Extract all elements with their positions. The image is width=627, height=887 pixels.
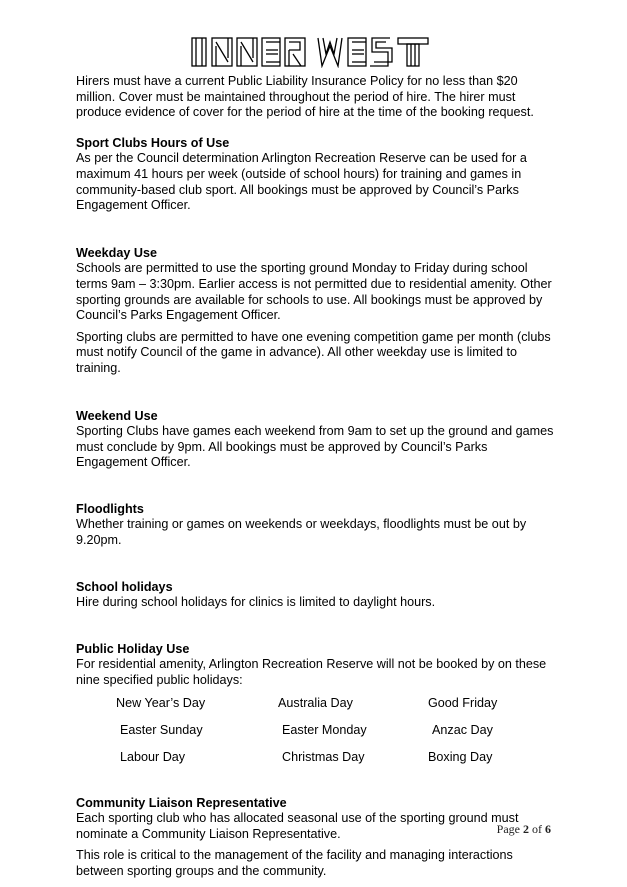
page-number-footer [497,822,551,837]
total-pages: 6 [545,822,551,836]
holiday-item: Good Friday [428,695,498,710]
holiday-item: Boxing Day [428,749,493,764]
public-holiday-use-section [76,642,556,765]
community-liaison-paragraph-2: This role is critical to the management of the facility and managing interactions between sporting groups and the community. [76,848,513,878]
logo-wordmark-icon [190,36,436,68]
floodlights-heading: Floodlights [76,501,144,516]
weekend-use-paragraph: Sporting Clubs have games each weekend from 9am to set up the ground and games must conclude by 9pm. All bookings must be approved by Council’s Parks Engagement Officer. [76,424,554,470]
public-holidays-grid [76,695,556,765]
holiday-item: Anzac Day [432,722,493,737]
insurance-paragraph: Hirers must have a current Public Liability Insurance Policy for no less than $20 million. Cover must be maintained throughout the period of hire. The hirer must produce evidence of cover for the period of hire at the time of the booking request. [76,74,534,120]
holiday-item: Australia Day [278,695,353,710]
school-holidays-paragraph: Hire during school holidays for clinics is limited to daylight hours. [76,595,436,610]
holiday-item: Labour Day [120,749,186,764]
inner-west-logo [190,36,436,68]
school-holidays-section [76,580,556,611]
weekday-use-heading: Weekday Use [76,245,157,260]
school-holidays-heading: School holidays [76,579,173,594]
community-liaison-paragraph-1: Each sporting club who has allocated seasonal use of the sporting ground must nominate a Community Liaison Representative. [76,811,519,841]
holiday-item: Christmas Day [282,749,365,764]
floodlights-section [76,502,556,549]
public-holiday-use-heading: Public Holiday Use [76,641,190,656]
weekday-use-paragraph-2: Sporting clubs are permitted to have one evening competition game per month (clubs must notify Council of the game in advance). All other weekday use is limited to training. [76,329,551,375]
current-page: 2 [523,822,529,836]
page-word: Page [496,822,520,836]
of-word: of [532,822,542,836]
holiday-item: New Year’s Day [116,695,206,710]
sport-clubs-hours-heading: Sport Clubs Hours of Use [76,135,230,150]
weekday-use-section [76,246,556,377]
holiday-item: Easter Sunday [120,722,203,737]
document-body [76,74,556,880]
weekday-use-paragraph-1: Schools are permitted to use the sporting ground Monday to Friday during school terms 9am – 3:30pm. Earlier access is not permitted due to residential amenity. Other sporting grounds are available for schools to use. All bookings must be approved by Council’s Parks Engagement Officer. [76,261,552,323]
community-liaison-section [76,796,556,880]
weekend-use-section [76,409,556,471]
sport-clubs-hours-paragraph: As per the Council determination Arlington Recreation Reserve can be used for a maximum 41 hours per week (outside of school hours) for training and games in community-based club sport. All bookings must be approved by Council’s Parks Engagement Officer. [76,151,527,213]
community-liaison-heading: Community Liaison Representative [76,795,287,810]
intro-section [76,74,556,121]
floodlights-paragraph: Whether training or games on weekends or weekdays, floodlights must be out by 9.20pm. [76,517,527,548]
sport-clubs-hours-section [76,136,556,214]
weekend-use-heading: Weekend Use [76,408,158,423]
holiday-item: Easter Monday [282,722,367,737]
public-holiday-use-paragraph: For residential amenity, Arlington Recreation Reserve will not be booked by on these nine specified public holidays: [76,657,547,688]
